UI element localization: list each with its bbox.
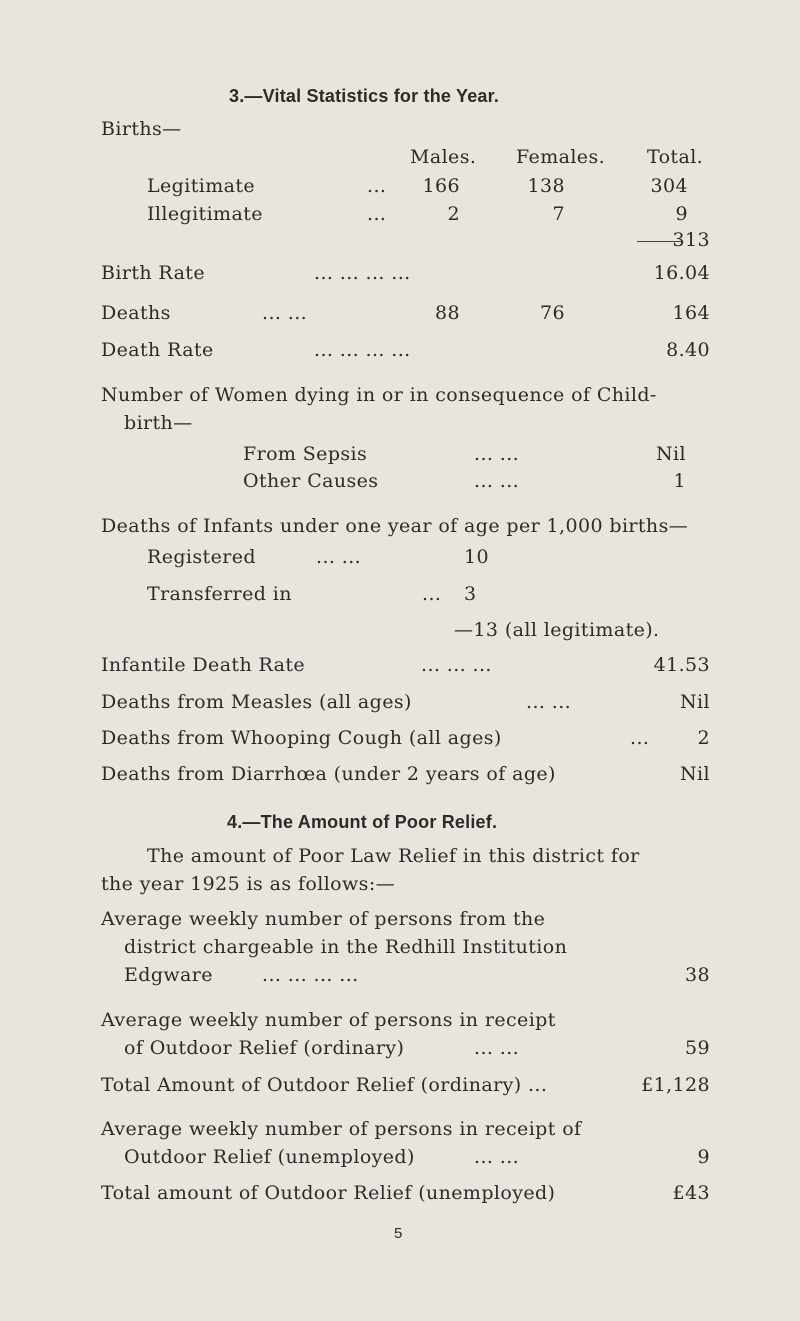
illegitimate-label: Illegitimate — [147, 203, 263, 225]
section3-heading: 3.—Vital Statistics for the Year. — [229, 86, 500, 106]
col-total-header: Total. — [647, 146, 704, 168]
diarrhoea-value: Nil — [680, 763, 710, 785]
deaths-label: Deaths — [101, 302, 171, 324]
illegitimate-total: 9 — [675, 203, 688, 225]
item3-label: Total Amount of Outdoor Relief (ordinary) ... — [101, 1074, 548, 1096]
section4-heading: 4.—The Amount of Poor Relief. — [227, 812, 498, 832]
illegitimate-females: 7 — [552, 203, 565, 225]
item5-value: £43 — [672, 1182, 710, 1204]
leader-dots: ... ... — [474, 1037, 520, 1059]
measles-value: Nil — [680, 691, 710, 713]
item2-line2: of Outdoor Relief (ordinary) — [124, 1037, 405, 1059]
leader-dots: ... — [422, 583, 442, 605]
legitimate-total: 304 — [650, 175, 688, 197]
page-number: 5 — [394, 1225, 403, 1242]
leader-dots: ... ... — [316, 546, 362, 568]
childbirth-text-line1: Number of Women dying in or in consequence of Child- — [101, 384, 657, 406]
leader-dots: ... — [630, 727, 650, 749]
sepsis-value: Nil — [656, 443, 686, 465]
deaths-males: 88 — [435, 302, 460, 324]
legitimate-males: 166 — [422, 175, 460, 197]
leader-dots: ... ... ... ... — [314, 262, 411, 284]
leader-dots: ... — [367, 175, 387, 197]
col-females-header: Females. — [516, 146, 606, 168]
item4-line2: Outdoor Relief (unemployed) — [124, 1146, 415, 1168]
leader-dots: ... ... ... — [421, 654, 492, 676]
deaths-total: 164 — [672, 302, 710, 324]
registered-label: Registered — [147, 546, 256, 568]
leader-dots: ... ... ... ... — [262, 964, 359, 986]
illegitimate-males: 2 — [447, 203, 460, 225]
registered-value: 10 — [464, 546, 489, 568]
leader-dots: ... ... — [262, 302, 308, 324]
leader-dots: ... ... ... ... — [314, 339, 411, 361]
diarrhoea-label: Deaths from Diarrhœa (under 2 years of age) — [101, 763, 556, 785]
leader-dots: ... ... — [526, 691, 572, 713]
death-rate-value: 8.40 — [666, 339, 710, 361]
sepsis-label: From Sepsis — [243, 443, 368, 465]
leader-dots: ... ... — [474, 470, 520, 492]
intro-line1: The amount of Poor Law Relief in this district for — [147, 845, 640, 867]
birth-rate-label: Birth Rate — [101, 262, 205, 284]
childbirth-text-line2: birth— — [124, 412, 193, 434]
transferred-value: 3 — [464, 583, 477, 605]
birth-rate-value: 16.04 — [653, 262, 710, 284]
whooping-cough-value: 2 — [697, 727, 710, 749]
infantile-rate-label: Infantile Death Rate — [101, 654, 306, 676]
infant-total: —13 (all legitimate). — [454, 619, 660, 641]
whooping-cough-label: Deaths from Whooping Cough (all ages) — [101, 727, 502, 749]
item3-value: £1,128 — [641, 1074, 710, 1096]
deaths-females: 76 — [540, 302, 565, 324]
infant-deaths-heading: Deaths of Infants under one year of age per 1,000 births— — [101, 515, 689, 537]
death-rate-label: Death Rate — [101, 339, 214, 361]
births-label: Births— — [101, 118, 182, 140]
legitimate-label: Legitimate — [147, 175, 256, 197]
item5-label: Total amount of Outdoor Relief (unemployed) — [101, 1182, 556, 1204]
item2-line1: Average weekly number of persons in receipt — [101, 1009, 556, 1031]
other-causes-value: 1 — [673, 470, 686, 492]
col-males-header: Males. — [410, 146, 477, 168]
item1-value: 38 — [685, 964, 710, 986]
leader-dots: ... ... — [474, 443, 520, 465]
item1-line2: district chargeable in the Redhill Institution — [124, 936, 568, 958]
measles-label: Deaths from Measles (all ages) — [101, 691, 412, 713]
item4-line1: Average weekly number of persons in receipt of — [101, 1118, 582, 1140]
item2-value: 59 — [685, 1037, 710, 1059]
leader-dots: ... — [367, 203, 387, 225]
infantile-rate-value: 41.53 — [653, 654, 710, 676]
legitimate-females: 138 — [527, 175, 565, 197]
transferred-label: Transferred in — [147, 583, 292, 605]
intro-line2: the year 1925 is as follows:— — [101, 873, 396, 895]
item1-line3: Edgware — [124, 964, 213, 986]
leader-dots: ... ... — [474, 1146, 520, 1168]
item1-line1: Average weekly number of persons from the — [101, 908, 546, 930]
births-total: 313 — [672, 229, 710, 251]
other-causes-label: Other Causes — [243, 470, 379, 492]
item4-value: 9 — [697, 1146, 710, 1168]
